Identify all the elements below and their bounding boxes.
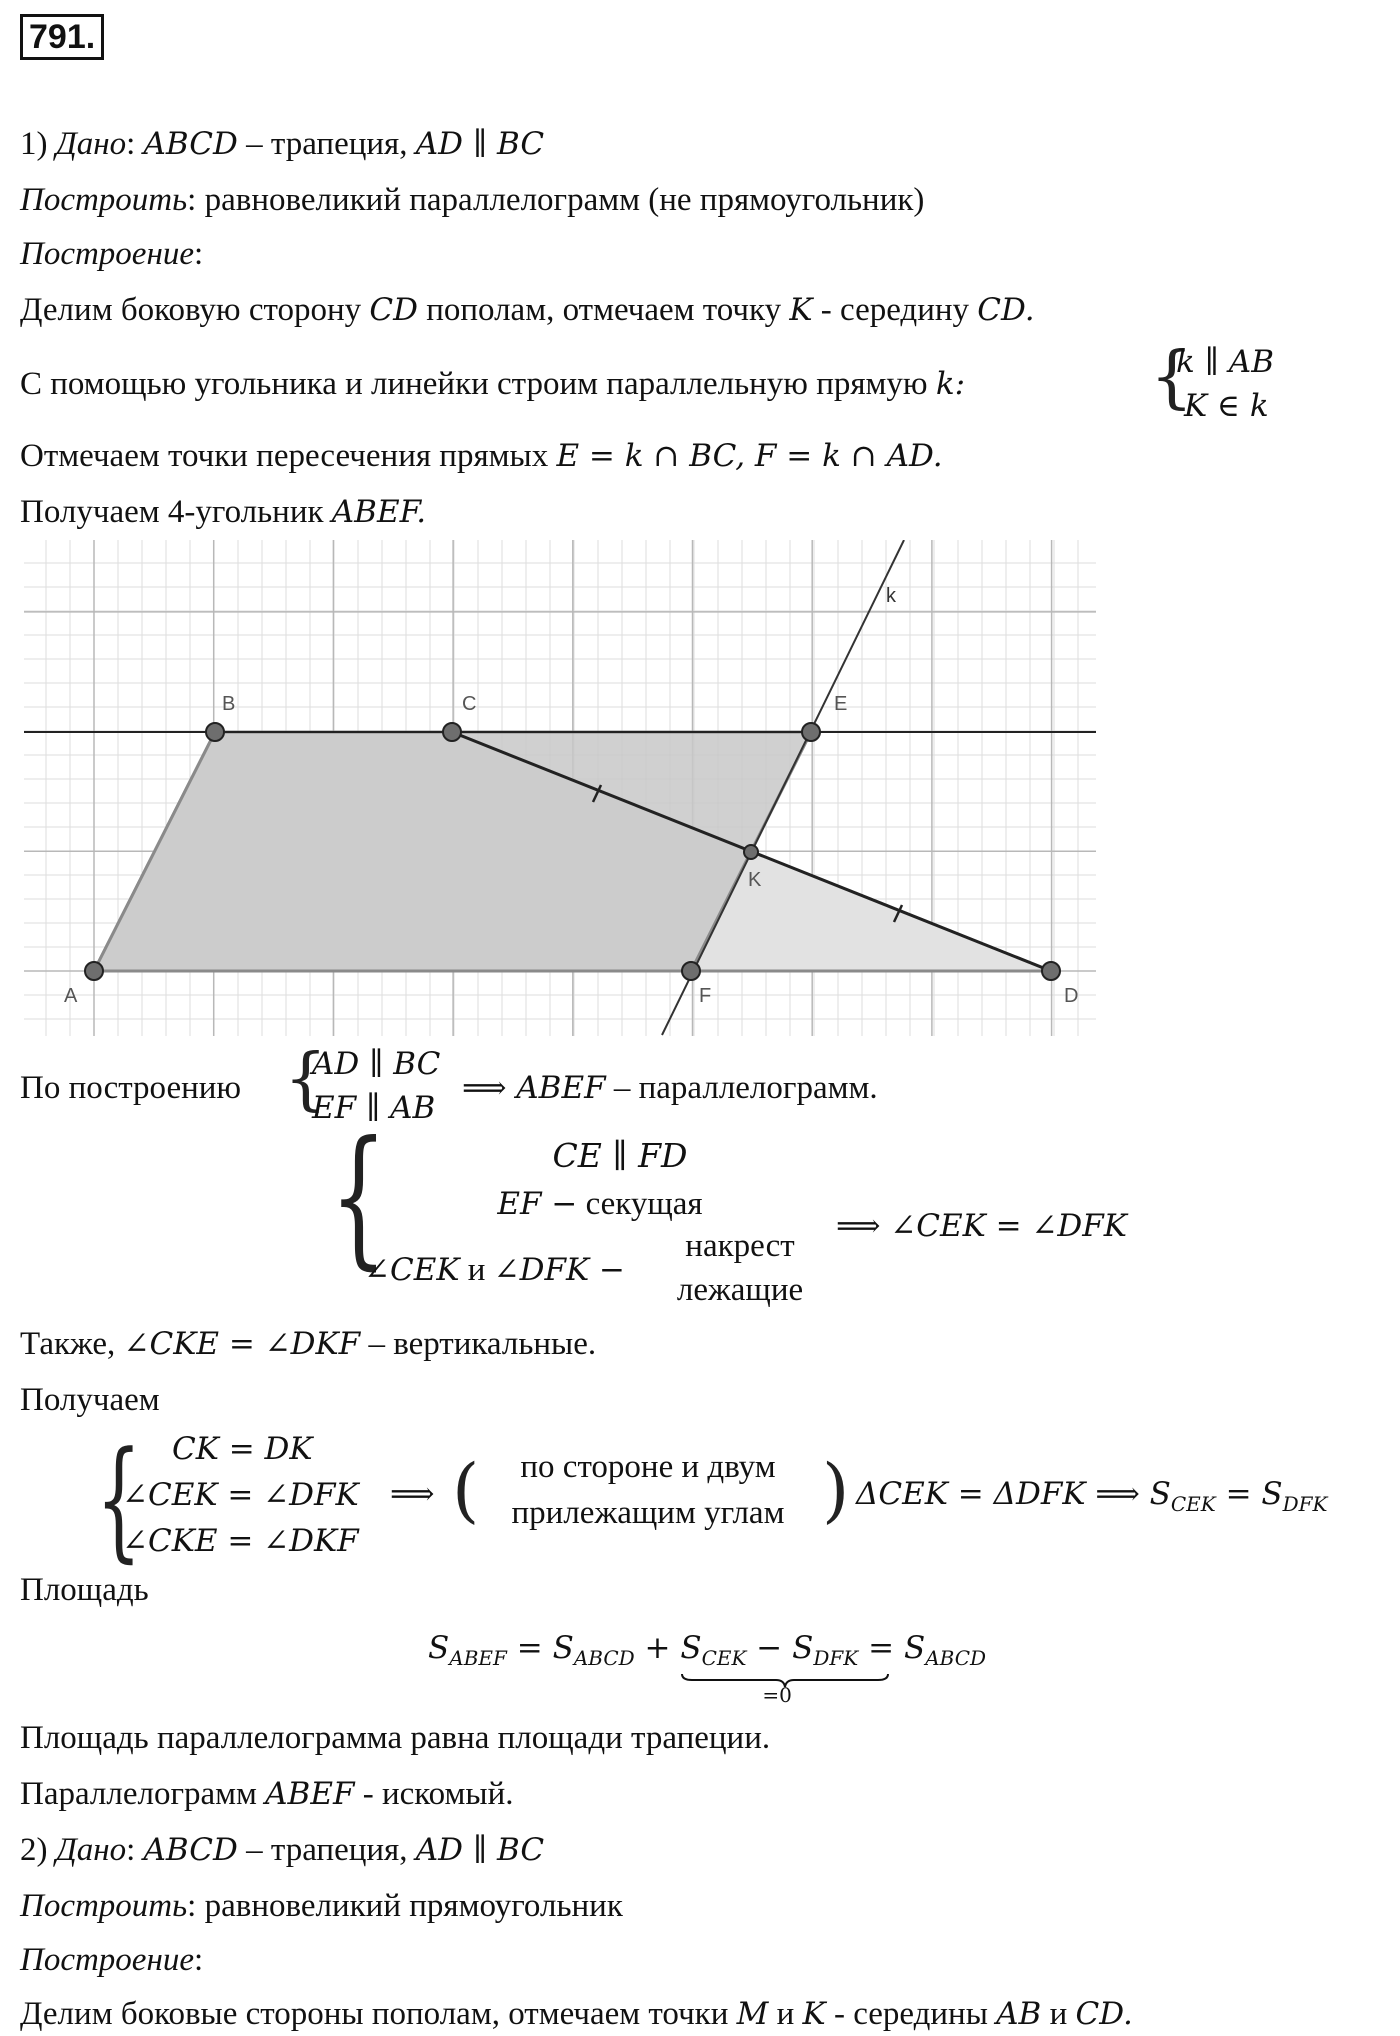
construct-line-1 [20,180,924,220]
paren-right: ) [822,1449,850,1531]
label-k: K [748,869,762,891]
p2-and2: и [1041,1996,1076,2032]
system-k-row2: K ∈ k [1184,388,1269,424]
label-f: F [699,985,712,1007]
conclusion-2 [20,1774,513,1814]
part2-construction-word: Построение [20,1942,194,1978]
p2-m2: K [802,1996,826,2032]
step-line-d [20,492,426,532]
label-e: E [834,693,848,715]
brace-3: { [96,1423,142,1575]
brace-2: { [330,1110,388,1284]
area-eq1: = [506,1630,553,1666]
part2-given-figure: ABCD [143,1832,238,1868]
concl2-text2: - искомый. [354,1776,514,1812]
system-1-row1: AD ∥ BC [312,1046,441,1082]
area-s4: S [792,1630,814,1666]
construct-line-2 [20,1886,623,1926]
brace-1: { [284,1040,328,1119]
word-lezhashchie: лежащие [676,1272,804,1308]
construction-word: Построение [20,236,194,272]
area-word: Площадь [20,1572,149,1608]
step-a-post: - середину [812,292,978,328]
also-math: ∠CKE = ∠DKF [123,1326,361,1362]
part2-construct-word: Построить [20,1888,188,1924]
given-line-1: 1) Дано: ABCD – трапеция, AD ∥ BC [20,126,545,162]
area-eq2: = [858,1630,904,1666]
point-a [85,962,103,980]
given-word: Дано [55,126,127,162]
label-d: D [1064,985,1079,1007]
step-a-mid: пополам, отмечаем точку [417,292,790,328]
part-label: 1) [20,126,48,162]
step-a-math1: CD [369,292,418,328]
system-2-row3-math1: ∠CEK [364,1252,460,1288]
system-3-arrow: ⟹ [390,1476,435,1512]
point-d [1042,962,1060,980]
point-e [802,723,820,741]
part2-given-word: Дано [55,1832,127,1868]
part2-given-parallel: AD ∥ BC [415,1832,545,1868]
step-a-math3: CD. [977,292,1035,328]
point-f [682,962,700,980]
step-c-text: Отмечаем точки пересечения прямых [20,438,557,474]
paren-left: ( [452,1449,480,1531]
by-construction-line [20,1068,241,1108]
system-2-row3 [364,1250,625,1290]
also-text: Также, [20,1326,124,1362]
reason-line1: по стороне и двум [520,1449,776,1485]
system-1-result-text: – параллелограмм. [605,1070,878,1106]
also-text2: – вертикальные. [360,1326,597,1362]
step-line-c [20,436,943,476]
system-2-row2 [400,1184,800,1224]
sys3-eq: = S [1215,1476,1283,1512]
brace-k: { [1150,338,1194,417]
system-k-row1: k ∥ AB [1176,344,1274,380]
p2-pre: Делим боковые стороны пополам, отмечаем точки [20,1996,737,2032]
p2-m1: M [736,1996,769,2032]
step-c-math: E = k ∩ BC, F = k ∩ AD. [556,438,943,474]
concl2-text: Параллелограмм [20,1776,266,1812]
point-b [206,723,224,741]
area-sub-abef: ABEF [449,1646,507,1671]
label-b: B [222,693,236,715]
area-s1: S [428,1630,450,1666]
system-2-result: ⟹ ∠CEK = ∠DFK [836,1208,1127,1244]
area-sub-dfk: DFK [813,1646,859,1671]
system-3 [122,1426,359,1564]
also-line [20,1324,596,1364]
given-text: – трапеция, [237,126,416,162]
step-a-text: Делим боковую сторону [20,292,370,328]
obtain-line: Получаем [20,1382,160,1418]
step-line-b [20,364,965,404]
construction-heading-2: Построение: [20,1942,204,1978]
system-2-row2-text: секущая [577,1186,703,1222]
parallelogram-fill [94,732,811,971]
p2-mid: - середины [825,1996,997,2032]
construct-word: Построить [20,182,188,218]
area-s3: S [680,1630,702,1666]
geometry-figure [24,540,1096,1036]
step-line-a [20,290,1035,330]
area-plus: + [634,1630,681,1666]
system-1-result-math: ⟹ ABEF [462,1070,606,1106]
area-sub-abcd: ABCD [573,1646,635,1671]
area-s5: S [903,1630,926,1666]
sys3-sub1: CEK [1170,1492,1216,1517]
by-construction-text: По построению [20,1070,242,1106]
system-2-row3-math2: ∠DFK − [493,1252,625,1288]
area-sub-abcd-2: ABCD [925,1646,987,1671]
system-2-row3-and: и [459,1252,494,1288]
construct-text: : равновеликий параллелограмм (не прямоугольник) [187,182,925,218]
area-sub-cek: CEK [701,1646,747,1671]
label-c: C [462,693,477,715]
system-1-result [462,1068,878,1108]
system-3-row3: ∠CKE = ∠DKF [122,1523,359,1559]
word-nakrest: накрест [685,1228,795,1264]
system-k [1176,340,1274,428]
label-line-k: k [886,585,896,607]
system-3-reason [468,1444,828,1536]
step-d-math: ABEF. [331,494,427,530]
given-parallel: AD ∥ BC [415,126,545,162]
system-3-row2: ∠CEK = ∠DFK [122,1477,359,1513]
concl2-math: ABEF [265,1776,355,1812]
p2-and: и [768,1996,803,2032]
underbrace-group [680,1628,859,1707]
system-2-row3-words [660,1224,820,1312]
system-1-row2: EF ∥ AB [312,1090,436,1126]
underbrace-zero: =0 [762,1683,792,1707]
part2-step-line [20,1994,1133,2034]
reason-line2: прилежащим углам [511,1495,785,1531]
area-minus: − [746,1630,793,1666]
part2-given-text: – трапеция, [237,1832,416,1868]
step-b-math: k: [935,366,966,402]
label-a: A [64,985,78,1007]
given-figure: ABCD [143,126,238,162]
system-2-row2-math: EF − [497,1186,578,1222]
system-3-row1: CK = DK [172,1431,313,1467]
part2-construct-text: : равновеликий прямоугольник [187,1888,623,1924]
sys3-sub2: DFK [1282,1492,1328,1517]
p2-m4: CD. [1075,1996,1133,2032]
sys3-res-text: ΔCEK = ΔDFK ⟹ S [856,1476,1171,1512]
conclusion-1: Площадь параллелограмма равна площади трапеции. [20,1720,771,1756]
area-s2: S [552,1630,574,1666]
p2-m3: AB [996,1996,1042,2032]
area-formula [428,1628,987,1707]
point-k [744,845,758,859]
task-number: 791. [20,14,104,60]
part2-label: 2) [20,1832,48,1868]
point-c [443,723,461,741]
step-b-text: С помощью угольника и линейки строим параллельную прямую [20,366,936,402]
system-3-result [856,1474,1328,1524]
step-d-text: Получаем 4-угольник [20,494,332,530]
step-a-math2: K [789,292,813,328]
given-line-2: 2) Дано: ABCD – трапеция, AD ∥ BC [20,1832,545,1868]
system-2-row1: CE ∥ FD [552,1136,688,1175]
construction-heading-1: Построение: [20,236,204,272]
